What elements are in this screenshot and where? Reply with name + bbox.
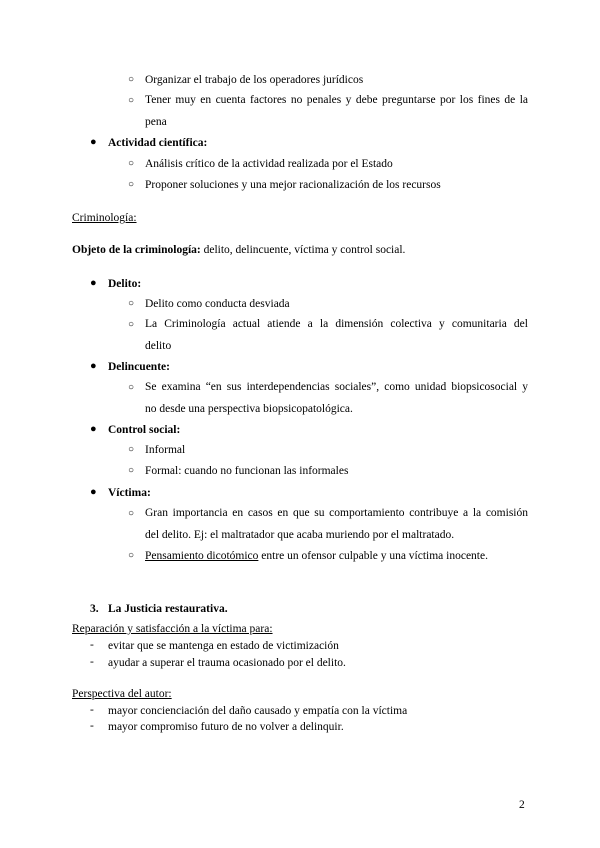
circle-bullet-icon: ○	[128, 74, 135, 85]
subsection-heading: Perspectiva del autor:	[72, 688, 172, 700]
circle-bullet-icon: ○	[128, 550, 135, 561]
list-item: Formal: cuando no funcionan las informales	[145, 465, 349, 477]
section-title: La Justicia restaurativa.	[108, 603, 228, 615]
list-item-continuation: pena	[145, 116, 167, 128]
dash-bullet-icon: -	[90, 704, 94, 716]
bullet-icon: ●	[90, 486, 97, 498]
circle-bullet-icon: ○	[128, 298, 135, 309]
list-item: Organizar el trabajo de los operadores jurídicos	[145, 74, 364, 86]
circle-bullet-icon: ○	[128, 508, 135, 519]
list-item-continuation: delito	[145, 340, 172, 352]
section-number: 3.	[90, 603, 99, 615]
circle-bullet-icon: ○	[128, 95, 135, 106]
list-item: La Criminología actual atiende a la dimensión colectiva y comunitaria del	[145, 318, 528, 330]
objeto-paragraph: Objeto de la criminología: delito, delincuente, víctima y control social.	[72, 244, 406, 256]
circle-bullet-icon: ○	[128, 382, 135, 393]
list-item-continuation: del delito. Ej: el maltratador que acaba muriendo por el maltratado.	[145, 529, 455, 541]
dash-bullet-icon: -	[90, 656, 94, 668]
list-item-continuation: no desde una perspectiva biopsicopatológica.	[145, 403, 353, 415]
list-item: Se examina “en sus interdependencias sociales”, como unidad biopsicosocial y	[145, 381, 528, 393]
circle-bullet-icon: ○	[128, 444, 135, 455]
list-item: evitar que se mantenga en estado de victimización	[108, 640, 339, 652]
bullet-icon: ●	[90, 136, 97, 148]
subsection-heading: Reparación y satisfacción a la víctima para:	[72, 623, 273, 635]
list-item: Proponer soluciones y una mejor racionalización de los recursos	[145, 179, 441, 191]
bullet-icon: ●	[90, 360, 97, 372]
dash-bullet-icon: -	[90, 720, 94, 732]
dash-bullet-icon: -	[90, 639, 94, 651]
section-label: Actividad científica:	[108, 137, 208, 149]
list-item: Pensamiento dicotómico entre un ofensor culpable y una víctima inocente.	[145, 550, 488, 562]
list-item: mayor compromiso futuro de no volver a delinquir.	[108, 721, 344, 733]
list-item: Análisis crítico de la actividad realizada por el Estado	[145, 158, 393, 170]
list-item: Gran importancia en casos en que su comportamiento contribuye a la comisión	[145, 507, 528, 519]
bullet-icon: ●	[90, 423, 97, 435]
list-item: mayor concienciación del daño causado y empatía con la víctima	[108, 705, 408, 717]
circle-bullet-icon: ○	[128, 179, 135, 190]
section-label: Víctima:	[108, 487, 151, 499]
circle-bullet-icon: ○	[128, 465, 135, 476]
section-label: Control social:	[108, 424, 181, 436]
pensamiento-link: Pensamiento dicotómico	[145, 550, 259, 562]
bullet-icon: ●	[90, 277, 97, 289]
list-item: Delito como conducta desviada	[145, 298, 290, 310]
section-heading: Criminología:	[72, 212, 137, 224]
circle-bullet-icon: ○	[128, 158, 135, 169]
list-item: ayudar a superar el trauma ocasionado por el delito.	[108, 657, 346, 669]
list-item: Tener muy en cuenta factores no penales y debe preguntarse por los fines de la	[145, 94, 528, 106]
section-label: Delincuente:	[108, 361, 170, 373]
circle-bullet-icon: ○	[128, 319, 135, 330]
section-label: Delito:	[108, 278, 142, 290]
page-number: 2	[519, 799, 525, 811]
list-item: Informal	[145, 444, 186, 456]
